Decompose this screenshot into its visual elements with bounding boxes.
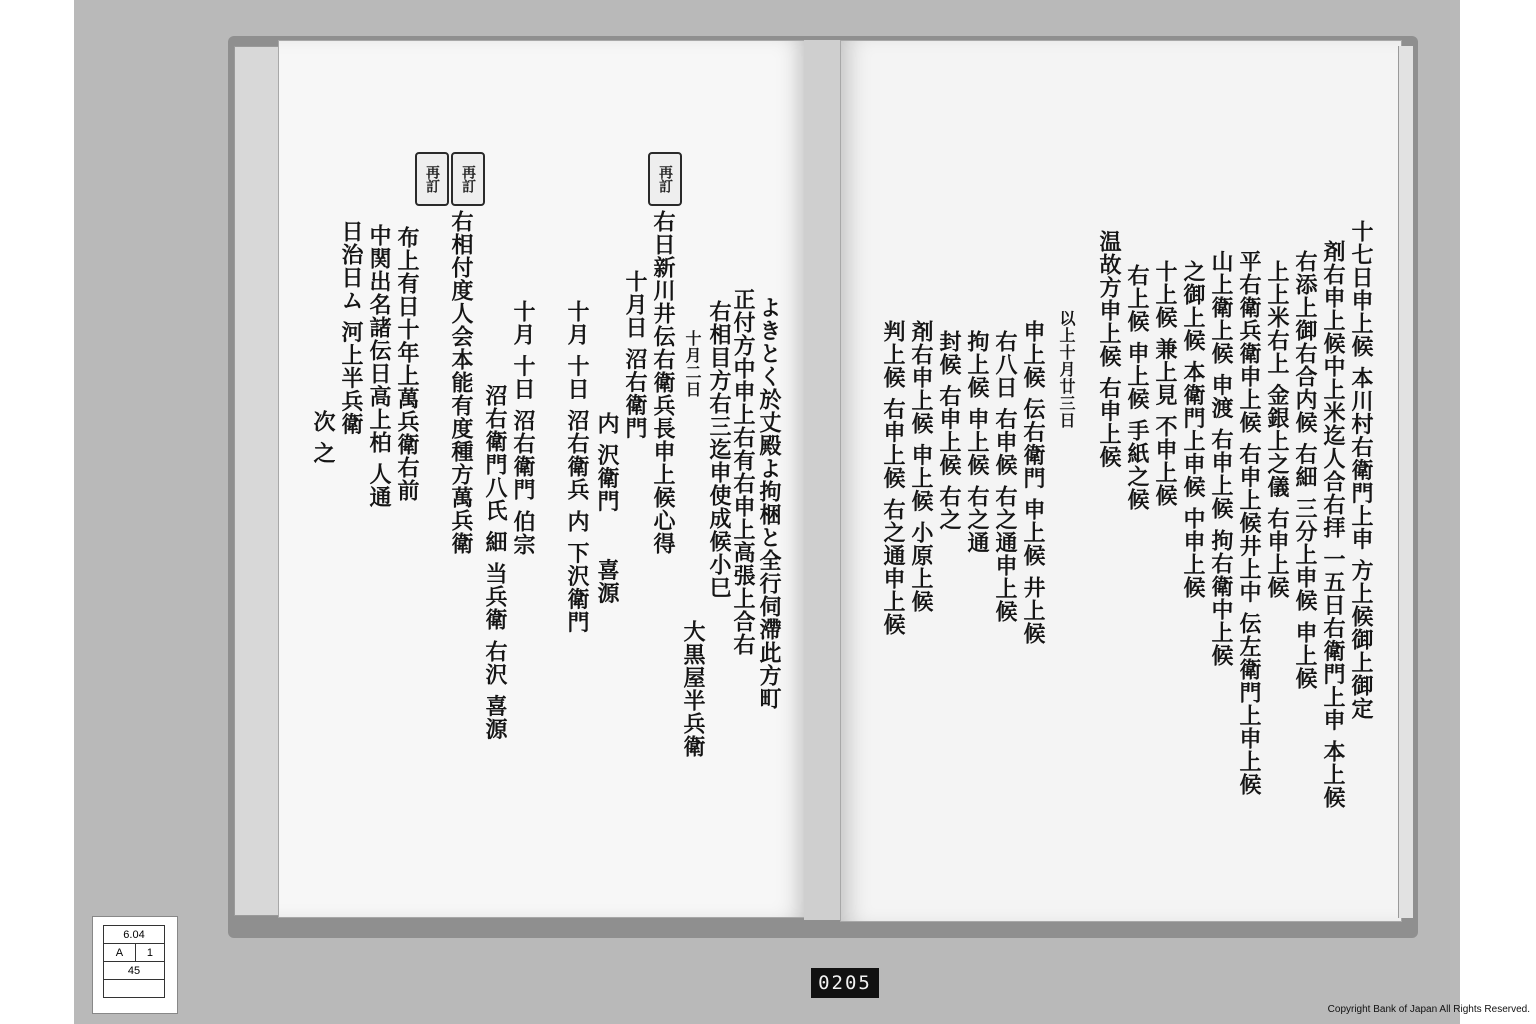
manuscript-column: 上上米右上 金銀上之儀 右申上候 — [1264, 260, 1290, 600]
manuscript-column: 右上候 申上候 手紙之候 — [1124, 264, 1150, 512]
manuscript-column: 沼右衛門八氏 細 当兵衛 — [482, 384, 508, 632]
page-gutter — [804, 40, 844, 920]
manuscript-column: 右添上御右合内候 右細 三分上申候 申上候 — [1292, 250, 1318, 690]
manuscript-column: 剤右申上候 申上候 小原上候 — [908, 320, 934, 614]
manuscript-column: 申上候 伝右衛門 申上候 井上候 — [1020, 320, 1046, 645]
manuscript-column: よきとく於丈殿よ拘梱と全行伺滯此方町 — [756, 296, 782, 710]
manuscript-column: 右相付度人会本能有度種方萬兵衛 — [448, 210, 474, 555]
manuscript-column: 之御上候 本衛門上申候 中申上候 — [1180, 260, 1206, 600]
call-number-blank — [104, 980, 165, 998]
manuscript-column: 剤右申上候中上米迄人合右拝 一五日右衛門上申 本上候 — [1320, 240, 1346, 810]
frame-number: 0205 — [811, 968, 879, 998]
manuscript-column: 十月 十日 沼右衛門 伯宗 — [510, 300, 536, 556]
manuscript-column: 山上衛上候 申渡 右申上候 拘右衛中上候 — [1208, 250, 1234, 667]
manuscript-column: 内 沢衛門 喜源 — [594, 412, 620, 605]
manuscript-column: 判上候 右申上候 右之通申上候 — [880, 320, 906, 637]
manuscript-column: 十月 十日 沼右衛兵 内 下沢衛門 — [564, 300, 590, 634]
manuscript-column: 中関出名諸伝日高上柏 人通 — [366, 224, 392, 509]
manuscript-column: 温故方申上候 右申上候 — [1096, 230, 1122, 469]
book-cover-edge — [234, 46, 282, 916]
manuscript-column: 十七日申上候 本川村右衛門上申 方上候御上御定 — [1348, 220, 1374, 721]
call-number-class: 6.04 — [104, 926, 165, 944]
page-stack-edge — [1398, 46, 1413, 918]
manuscript-column: 正付方中申上右有右申上高張上合右 — [730, 288, 756, 656]
revision-stamp: 再訂 — [648, 152, 682, 206]
call-number-label — [92, 916, 178, 1014]
manuscript-column: 右相目方右三迄申使成候小巳 — [706, 300, 732, 599]
call-number-item: 45 — [104, 962, 165, 980]
manuscript-column: 右日新川井伝右衛兵長申上候心得 — [650, 210, 676, 555]
manuscript-column: 右沢 喜源 — [482, 640, 508, 741]
revision-stamp: 再訂 — [451, 152, 485, 206]
copyright-notice: Copyright Bank of Japan All Rights Reserved. — [1327, 1004, 1530, 1015]
manuscript-column: 大黒屋半兵衛 — [680, 620, 706, 758]
manuscript-column: 以上十月廿三日 — [1057, 310, 1076, 429]
manuscript-column: 拘上候 申上候 右之通 — [964, 330, 990, 555]
revision-stamp: 再訂 — [415, 152, 449, 206]
manuscript-column: 十上候 兼上見 不申上候 — [1152, 260, 1178, 508]
manuscript-column: 封候 右申上候 右之 — [936, 330, 962, 532]
manuscript-column: 平右衛兵衛申上候 右申上候井上中 伝左衛門上申上候 — [1236, 250, 1262, 797]
manuscript-column: 十月二日 — [683, 330, 702, 398]
manuscript-column: 十月日 沼右衛門 — [622, 270, 648, 440]
call-number-series: A — [104, 944, 136, 962]
manuscript-column: 日治日ム 河上半兵衛 — [338, 220, 364, 436]
manuscript-column: 次 之 — [310, 410, 336, 465]
manuscript-column: 布上有日十年上萬兵衛右前 — [394, 226, 420, 502]
call-number-volume: 1 — [135, 944, 164, 962]
manuscript-column: 右八日 右申候 右之通申上候 — [992, 330, 1018, 624]
